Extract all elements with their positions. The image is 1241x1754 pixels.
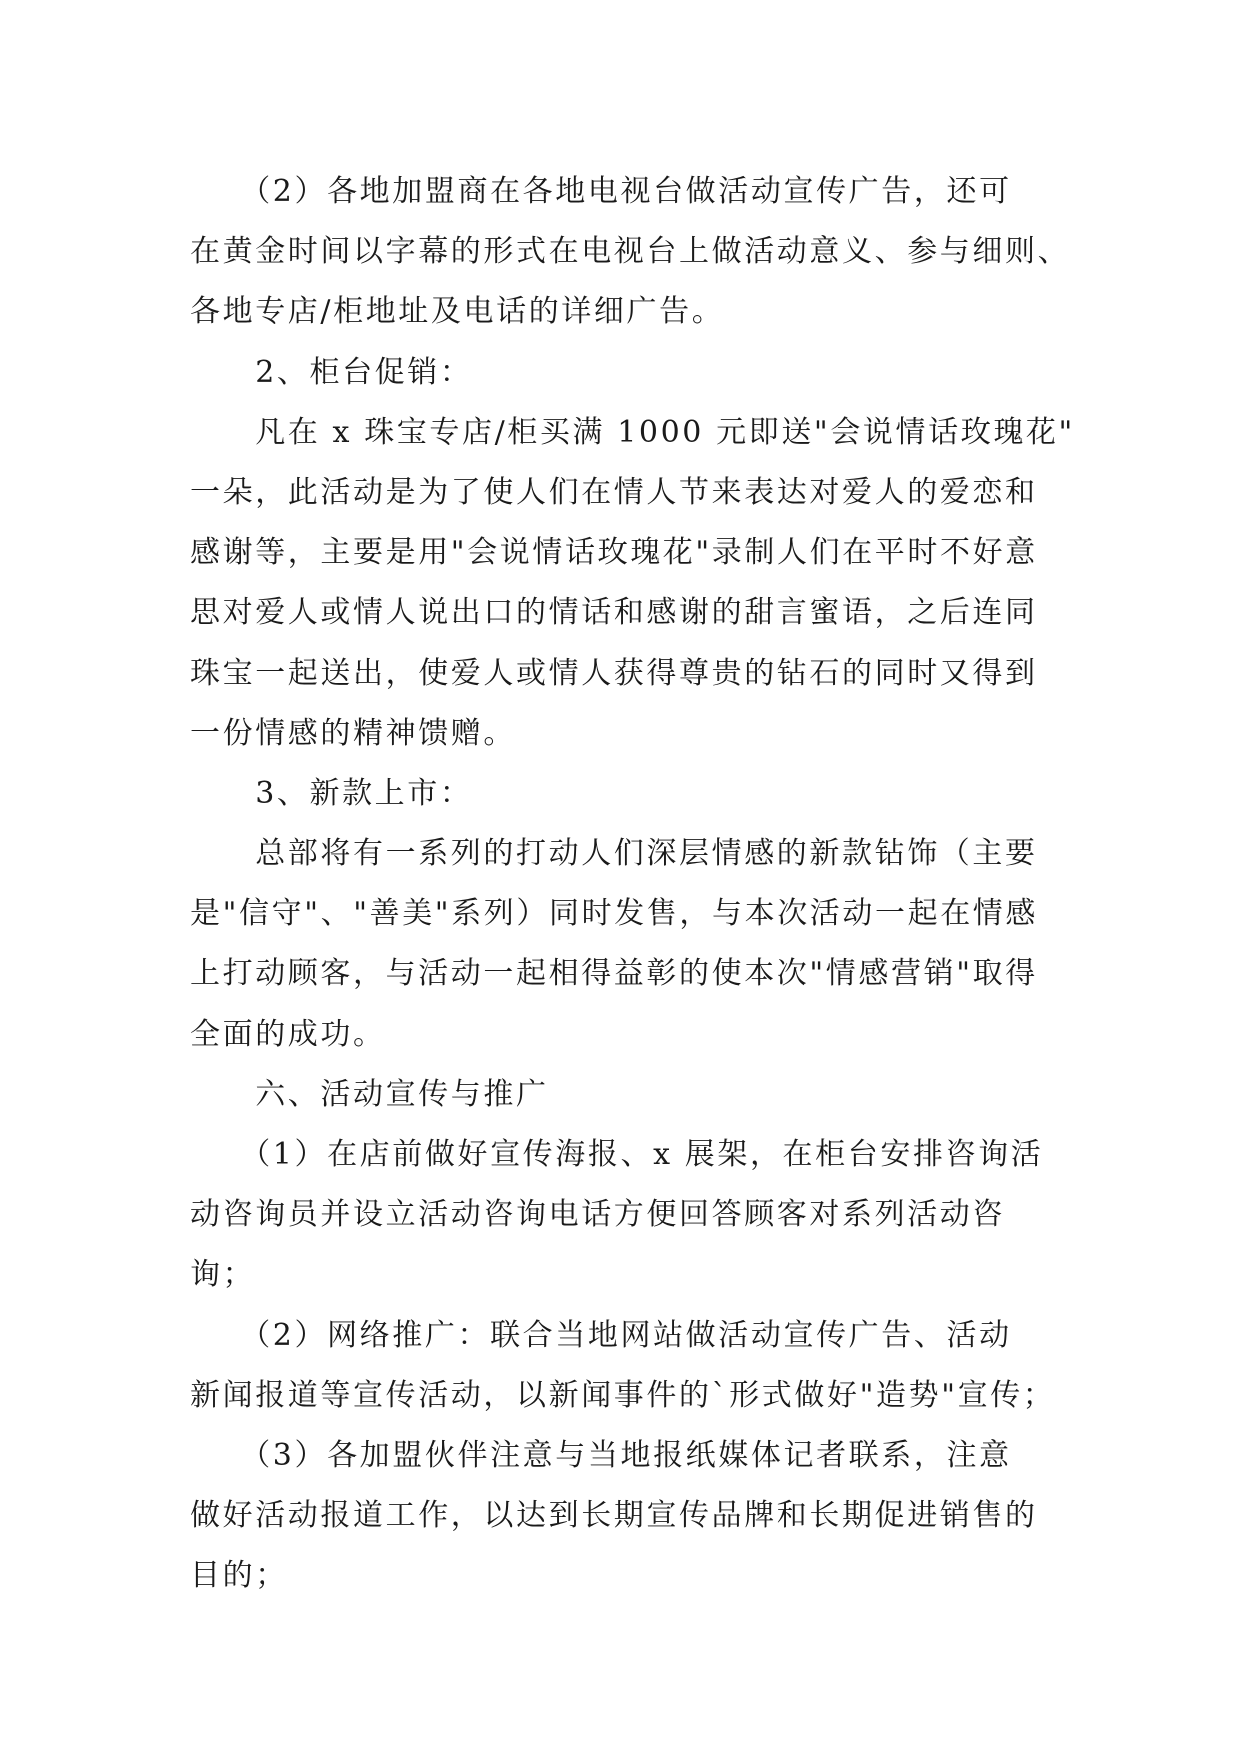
text-line: 在黄金时间以字幕的形式在电视台上做活动意义、参与细则、 <box>190 234 1071 270</box>
text-line: 做好活动报道工作，以达到长期宣传品牌和长期促进销售的 <box>190 1498 1038 1534</box>
text-line: 新闻报道等宣传活动，以新闻事件的`形式做好"造势"宣传； <box>190 1377 1056 1413</box>
text-line: （1）在店前做好宣传海报、x 展架，在柜台安排咨询活 <box>190 1137 1044 1172</box>
text-line: 珠宝一起送出，使爱人或情人获得尊贵的钻石的同时又得到 <box>190 655 1038 691</box>
text-line: 各地专店/柜地址及电话的详细广告。 <box>190 294 725 330</box>
text-line: 目的； <box>190 1558 288 1594</box>
section-heading: 3、新款上市： <box>190 775 473 811</box>
text-line: 动咨询员并设立活动咨询电话方便回答顾客对系列活动咨 <box>190 1197 1005 1233</box>
text-line: 上打动顾客，与活动一起相得益彰的使本次"情感营销"取得 <box>190 956 1038 992</box>
text-line: 全面的成功。 <box>190 1016 386 1052</box>
document-body <box>190 162 1075 1607</box>
text-line: 是"信守"、"善美"系列）同时发售，与本次活动一起在情感 <box>190 896 1038 932</box>
text-line: 凡在 x 珠宝专店/柜买满 1000 元即送"会说情话玫瑰花" <box>190 414 1075 450</box>
text-line: 询； <box>190 1257 256 1293</box>
section-heading: 2、柜台促销： <box>190 354 473 390</box>
text-line: （3）各加盟伙伴注意与当地报纸媒体记者联系，注意 <box>190 1437 1012 1473</box>
section-heading: 六、活动宣传与推广 <box>190 1076 549 1112</box>
text-line: 一朵，此活动是为了使人们在情人节来表达对爱人的爱恋和 <box>190 474 1038 510</box>
text-line: 总部将有一系列的打动人们深层情感的新款钻饰（主要 <box>190 836 1038 872</box>
text-line: 感谢等，主要是用"会说情话玫瑰花"录制人们在平时不好意 <box>190 535 1038 571</box>
text-line: （2）网络推广：联合当地网站做活动宣传广告、活动 <box>190 1317 1012 1353</box>
text-line: 一份情感的精神馈赠。 <box>190 715 516 751</box>
text-line: 思对爱人或情人说出口的情话和感谢的甜言蜜语，之后连同 <box>190 595 1038 631</box>
text-line: （2）各地加盟商在各地电视台做活动宣传广告，还可 <box>190 174 1012 209</box>
